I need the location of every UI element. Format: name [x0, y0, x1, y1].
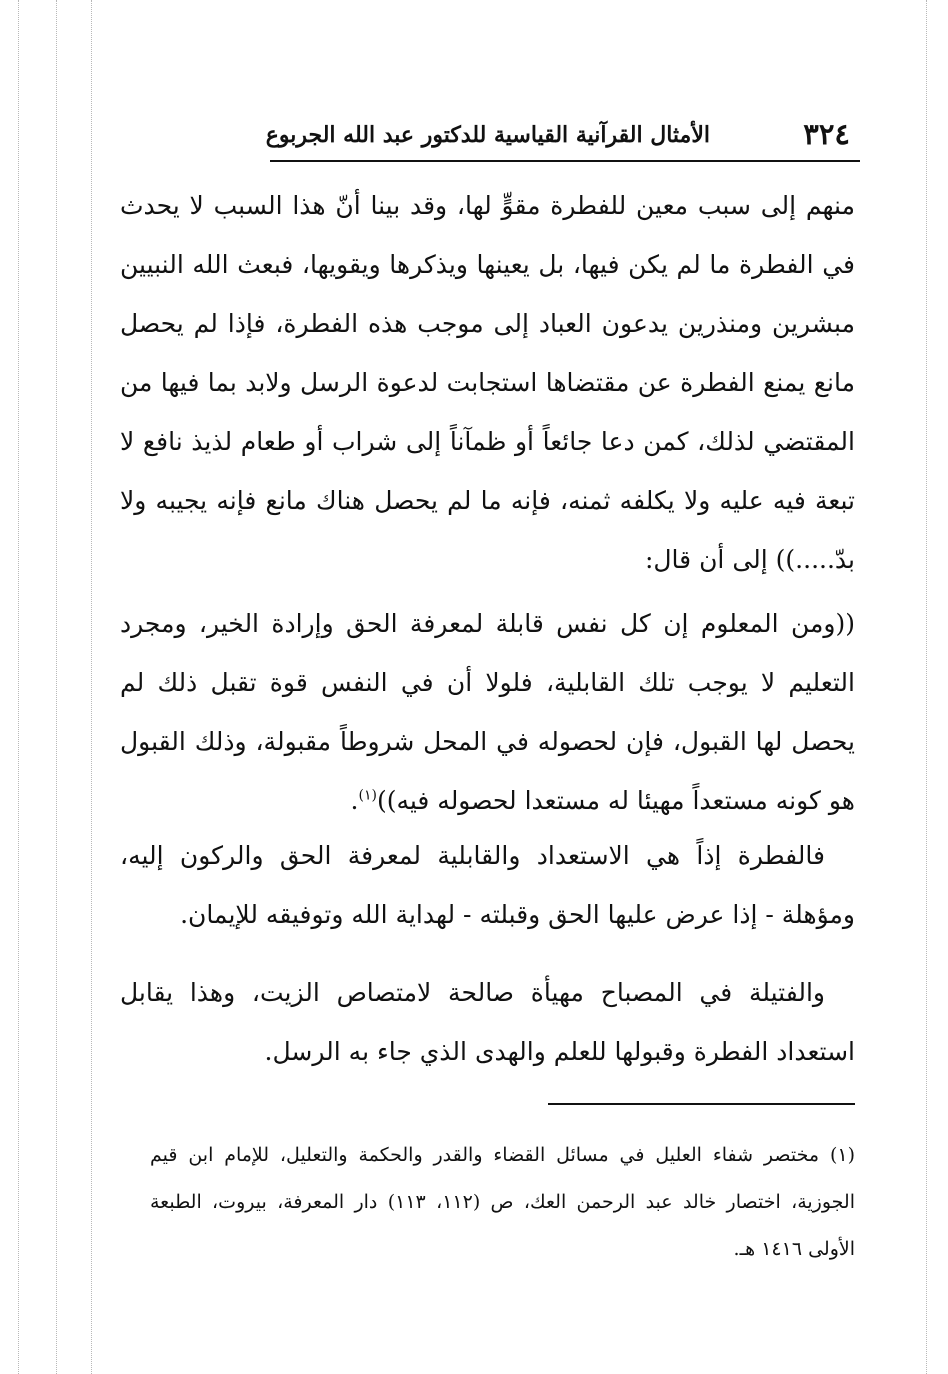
footnote-text: مختصر شفاء العليل في مسائل القضاء والقدر والحكمة والتعليل، للإمام ابن قيم الجوزية، اختصار خالد عبد الرحمن العك، ص (١١٢، ١١٣) دار المعرفة، بيروت، الطبعة الأولى ١٤١٦ هـ.	[150, 1144, 855, 1260]
page-header	[265, 112, 860, 162]
paragraph-1: منهم إلى سبب معين للفطرة مقوٍّ لها، وقد بينا أنّ هذا السبب لا يحدث في الفطرة ما لم يكن فيها، بل يعينها ويذكرها ويقويها، فبعث الله النبيين مبشرين ومنذرين يدعون العباد إلى موجب هذه الفطرة، فإذا لم يحصل مانع يمنع الفطرة عن مقتضاها استجابت لدعوة الرسل ولابد بما فيها من المقتضي لذلك، كمن دعا جائعاً أو ظمآناً إلى شراب أو طعام لذيذ نافع لا تبعة فيه عليه ولا يكلفه ثمنه، فإنه ما لم يحصل هناك مانع فإنه يجيبه ولا بدّ.....)) إلى أن قال:	[120, 191, 855, 574]
quote-end: .	[350, 786, 359, 815]
footnote-reference: (١)	[358, 787, 377, 804]
paragraph-3: فالفطرة إذاً هي الاستعداد والقابلية لمعرفة الحق والركون إليه، ومؤهلة - إذا عرض عليها الحق وقبلته - لهداية الله وتوفيقه للإيمان.	[120, 841, 855, 929]
margin-guide-line	[56, 0, 57, 1374]
running-title: الأمثال القرآنية القياسية للدكتور عبد الله الجربوع	[265, 122, 710, 148]
footnote-separator	[548, 1103, 855, 1105]
page-number: ٣٢٤	[803, 117, 850, 151]
paragraph-2-quote	[120, 594, 855, 830]
margin-guide-line	[91, 0, 92, 1374]
footnote-marker: (١)	[829, 1144, 855, 1166]
paragraph-4: والفتيلة في المصباح مهيأة صالحة لامتصاص الزيت، وهذا يقابل استعداد الفطرة وقبولها للعلم والهدى الذي جاء به الرسل.	[120, 978, 855, 1066]
margin-guide-line	[926, 0, 927, 1374]
margin-guide-line	[18, 0, 19, 1374]
quote-text: ((ومن المعلوم إن كل نفس قابلة لمعرفة الحق وإرادة الخير، ومجرد التعليم لا يوجب تلك القابلية، فلولا أن في النفس قوة تقبل ذلك لم يحصل لها القبول، فإن لحصوله في المحل شروطاً مقبولة، وذلك القبول هو كونه مستعداً مهيئا له مستعدا لحصوله فيه))	[120, 609, 855, 815]
footnote	[150, 1132, 855, 1273]
